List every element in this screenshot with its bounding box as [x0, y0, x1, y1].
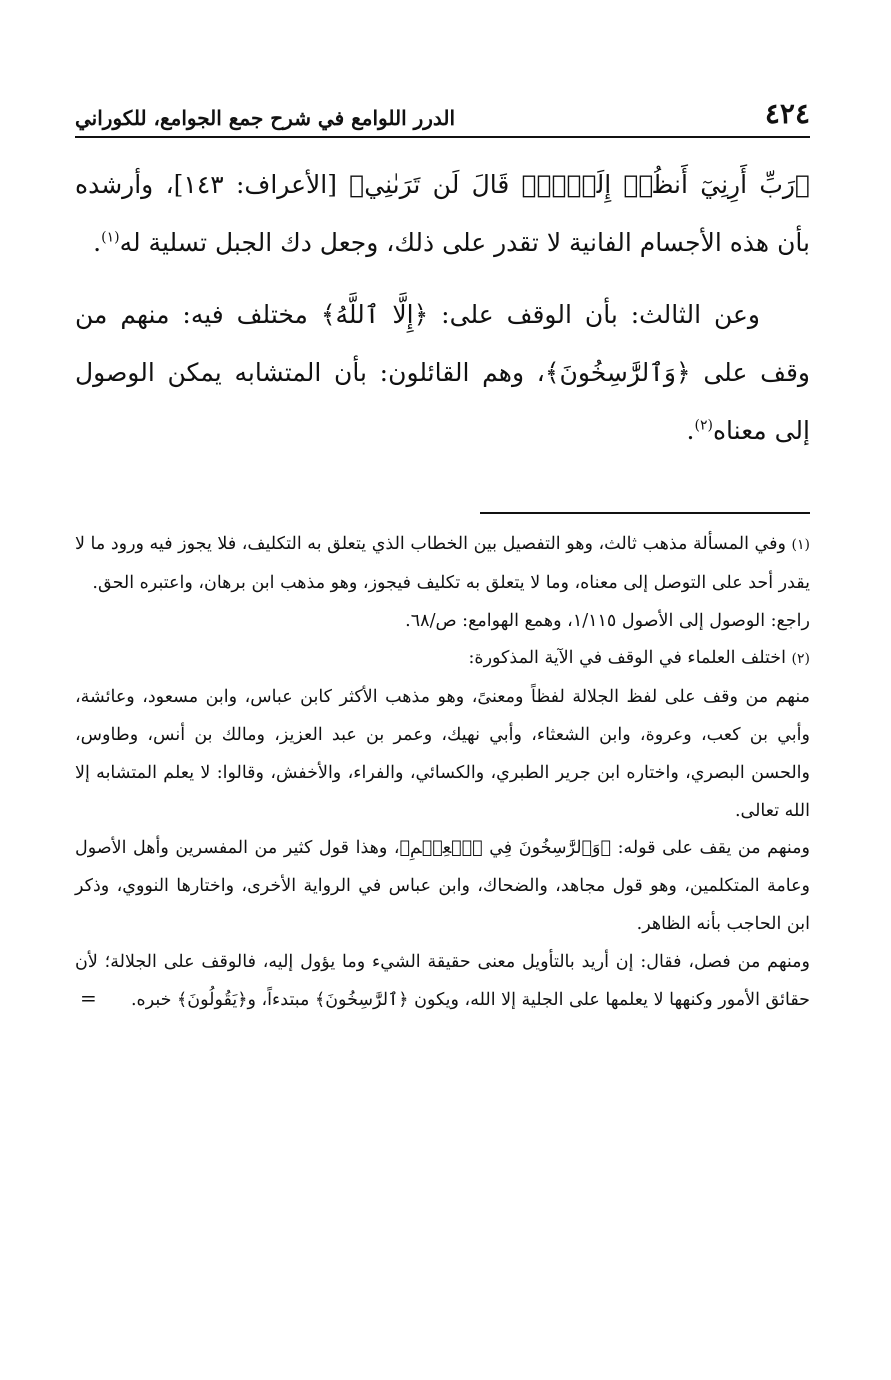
running-title: الدرر اللوامع في شرح جمع الجوامع، للكوراني	[75, 106, 456, 130]
page-number: ٤٢٤	[764, 97, 810, 130]
footnote-separator	[480, 512, 810, 514]
footnote-2-paragraph-3: ومنهم من فصل، فقال: إن أريد بالتأويل معنى حقيقة الشيء وما يؤول إليه، فالوقف على الجلالة؛ لأن حقائق الأمور وكنهها لا يعلمها على الجلية إلا الله، ويكون ﴿ٱلرَّٰسِخُونَ﴾ مبتدءاً، و﴿يَقُولُونَ﴾ خبره.	[75, 951, 810, 1010]
main-text	[75, 156, 810, 460]
footnote-ref-2[interactable]: (٢)	[694, 417, 713, 434]
footnote-2-last-wrap	[75, 944, 810, 1020]
paragraph-2-text: وعن الثالث: بأن الوقف على: ﴿إِلَّا ٱللَّهُ﴾ مختلف فيه: منهم من وقف على ﴿وَٱلرَّٰسِخُونَ﴾، وهم القائلون: بأن المتشابه يمكن الوصول إلى معناه	[75, 300, 810, 445]
footnote-1	[75, 526, 810, 603]
footnote-1-number: (١)	[791, 537, 810, 553]
paragraph-2	[75, 286, 810, 460]
footnotes	[75, 526, 810, 1019]
footnote-1-text: وفي المسألة مذهب ثالث، وهو التفصيل بين الخطاب الذي يتعلق به التكليف، فلا يجوز فيه ورود ما لا يقدر أحد على التوصل إلى معناه، وما لا يتعلق به تكليف فيجوز، وهو مذهب ابن برهان، واعتبره الحق.	[75, 534, 810, 593]
footnote-2-paragraph-2: ومنهم من يقف على قوله: ﴿وَٱلرَّٰسِخُونَ فِي ٱلۡعِلۡمِ﴾، وهذا قول كثير من المفسرين وأهل الأصول وعامة المتكلمين، وهو قول مجاهد، والضحاك، وابن عباس في الرواية الأخرى، واختارها النووي، وذكر ابن الحاجب بأنه الظاهر.	[75, 838, 810, 934]
continuation-mark: =	[80, 985, 97, 1010]
paragraph-1-text: ﴿رَبِّ أَرِنِيٓ أَنظُرۡ إِلَيۡكَۚ قَالَ لَن تَرَىٰنِي﴾ [الأعراف: ١٤٣]، وأرشده بأن هذه الأجسام الفانية لا تقدر على ذلك، وجعل دك الجبل تسلية له	[75, 170, 810, 257]
footnote-2-number: (٢)	[791, 651, 810, 668]
footnote-2-intro: اختلف العلماء في الوقف في الآية المذكورة:	[468, 648, 786, 669]
footnote-2	[75, 640, 810, 679]
footnote-1-reference: راجع: الوصول إلى الأصول ١/١١٥، وهمع الهوامع: ص/٦٨.	[405, 610, 810, 631]
page-header	[75, 90, 810, 138]
footnote-ref-1[interactable]: (١)	[101, 229, 120, 246]
paragraph-1	[75, 156, 810, 272]
book-page	[75, 90, 810, 1019]
paragraph-1-end: .	[93, 228, 102, 257]
paragraph-2-end: .	[686, 416, 695, 445]
footnote-2-paragraph-1: منهم من وقف على لفظ الجلالة لفظاً ومعنىً، وهو مذهب الأكثر كابن عباس، وابن مسعود، وعائشة، وأبي بن كعب، وعروة، وابن الشعثاء، وأبي نهيك، وعمر بن عبد العزيز، ومالك بن أنس، وطاوس، والحسن البصري، واختاره ابن جرير الطبري، والكسائي، والفراء، والأخفش، وقالوا: لا يعلم المتشابه إلا الله تعالى.	[75, 687, 810, 821]
